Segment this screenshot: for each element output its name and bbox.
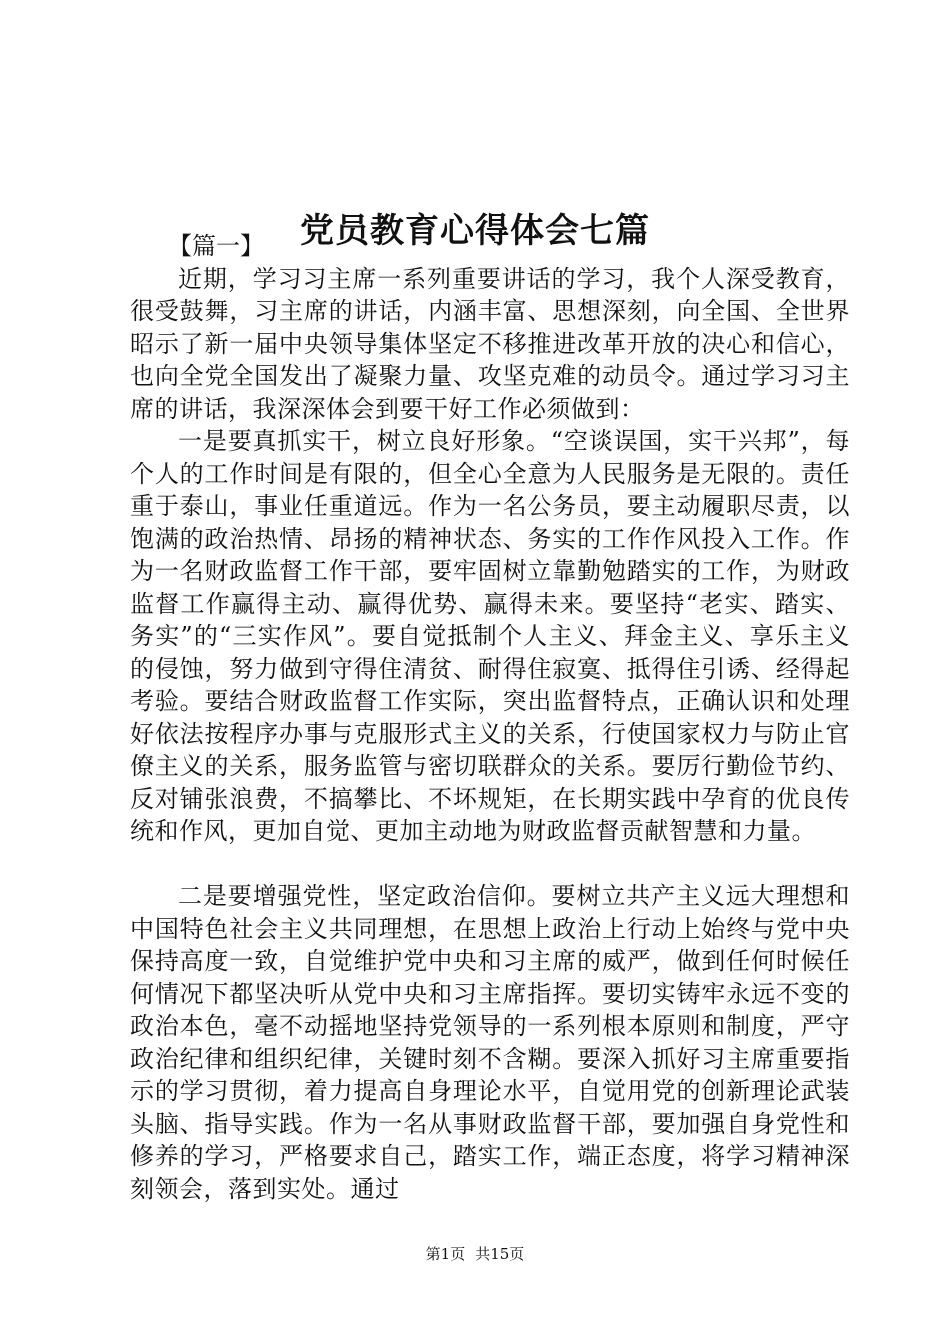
paragraph-point-two: 二是要增强党性，坚定政治信仰。要树立共产主义远大理想和中国特色社会主义共同理想，在思想上政治上行动上始终与党中央保持高度一致，自觉维护党中央和习主席的威严，做到任何时候任何情况下都坚决听从党中央和习主席指挥。要切实铸牢永远不变的政治本色，毫不动摇地坚持党领导的一系列根本原则和制度，严守政治纪律和组织纪律，关键时刻不含糊。要深入抓好习主席重要指示的学习贯彻，着力提高自身理论水平，自觉用党的创新理论武装头脑、指导实践。作为一名从事财政监督干部，要加强自身党性和修养的学习，严格要求自己，踏实工作，端正态度，将学习精神深刻领会，落到实处。通过 <box>130 882 850 1203</box>
document-body <box>130 230 850 1205</box>
section-label: 【篇一】 <box>168 232 264 260</box>
page-footer <box>0 1244 950 1264</box>
paragraph-intro: 近期，学习习主席一系列重要讲话的学习，我个人深受教育，很受鼓舞，习主席的讲话，内涵丰富、思想深刻，向全国、全世界昭示了新一届中央领导集体坚定不移推进改革开放的决心和信心，也向全党全国发出了凝聚力量、攻坚克难的动员令。通过学习习主席的讲话，我深深体会到要干好工作必须做到： <box>130 264 850 423</box>
page-title: 党员教育心得体会七篇 <box>300 210 650 251</box>
page-number: 第1页 <box>425 1245 466 1263</box>
page-total: 共15页 <box>475 1245 525 1263</box>
paragraph-point-one: 一是要真抓实干，树立良好形象。“空谈误国，实干兴邦”，每个人的工作时间是有限的，但全心全意为人民服务是无限的。责任重于泰山，事业任重道远。作为一名公务员，要主动履职尽责，以饱满的政治热情、昂扬的精神状态、务实的工作作风投入工作。作为一名财政监督工作干部，要牢固树立靠勤勉踏实的工作，为财政监督工作赢得主动、赢得优势、赢得未来。要坚持“老实、踏实、务实”的“三实作风”。要自觉抵制个人主义、拜金主义、享乐主义的侵蚀，努力做到守得住清贫、耐得住寂寞、抵得住引诱、经得起考验。要结合财政监督工作实际，突出监督特点，正确认识和处理好依法按程序办事与克服形式主义的关系，行使国家权力与防止官僚主义的关系，服务监管与密切联群众的关系。要厉行勤俭节约、反对铺张浪费，不搞攀比、不坏规矩，在长期实践中孕育的优良传统和作风，更加自觉、更加主动地为财政监督贡献智慧和力量。 <box>130 427 850 845</box>
